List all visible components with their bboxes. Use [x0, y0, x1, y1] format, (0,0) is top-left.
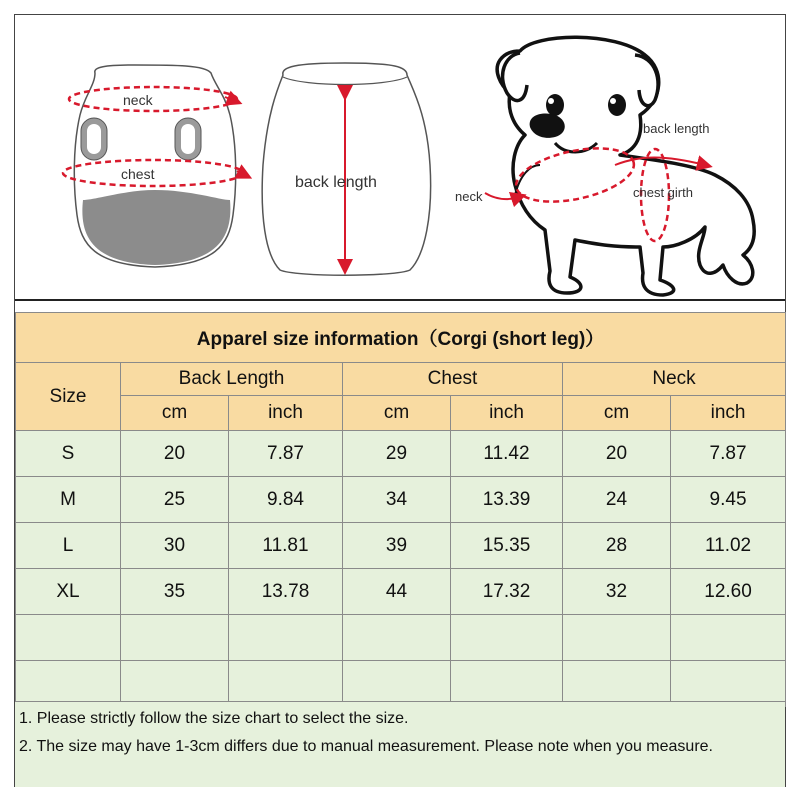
unit-header: cm: [563, 396, 671, 431]
table-row: [16, 431, 786, 477]
size-cell: XL: [16, 569, 121, 615]
value-cell: 25: [121, 477, 229, 523]
garment-side-view: [262, 63, 430, 275]
unit-header: inch: [451, 396, 563, 431]
value-cell: 39: [343, 523, 451, 569]
value-cell: 20: [563, 431, 671, 477]
neck-label: neck: [123, 92, 153, 108]
note-1: 1. Please strictly follow the size chart to select the size.: [19, 710, 409, 727]
table-row: [16, 569, 786, 615]
value-cell: 11.02: [671, 523, 786, 569]
size-cell: L: [16, 523, 121, 569]
back-length-header: Back Length: [121, 363, 343, 396]
empty-row: [16, 615, 786, 661]
value-cell: 35: [121, 569, 229, 615]
table-row: [16, 477, 786, 523]
size-cell: S: [16, 431, 121, 477]
measurement-diagrams: [15, 15, 785, 301]
value-cell: 34: [343, 477, 451, 523]
value-cell: 17.32: [451, 569, 563, 615]
value-cell: 24: [563, 477, 671, 523]
size-table: [15, 312, 786, 707]
value-cell: 44: [343, 569, 451, 615]
unit-header: inch: [229, 396, 343, 431]
value-cell: 13.78: [229, 569, 343, 615]
value-cell: 7.87: [229, 431, 343, 477]
value-cell: 9.45: [671, 477, 786, 523]
value-cell: 9.84: [229, 477, 343, 523]
note-2: 2. The size may have 1-3cm differs due to manual measurement. Please note when you measure.: [19, 738, 713, 755]
value-cell: 32: [563, 569, 671, 615]
neck-header: Neck: [563, 363, 786, 396]
garment-back-view: [63, 65, 245, 267]
value-cell: 12.60: [671, 569, 786, 615]
value-cell: 7.87: [671, 431, 786, 477]
value-cell: 11.81: [229, 523, 343, 569]
value-cell: 30: [121, 523, 229, 569]
unit-header: inch: [671, 396, 786, 431]
size-chart-page: [14, 14, 786, 787]
notes-section: [15, 701, 785, 787]
empty-row: [16, 661, 786, 707]
dog-back-length-label: back length: [643, 121, 710, 136]
dog-illustration: [455, 37, 754, 295]
table-row: [16, 523, 786, 569]
unit-header: cm: [343, 396, 451, 431]
value-cell: 15.35: [451, 523, 563, 569]
size-header: Size: [16, 363, 121, 431]
unit-header: cm: [121, 396, 229, 431]
back-length-label: back length: [295, 174, 377, 191]
size-cell: M: [16, 477, 121, 523]
dog-neck-label: neck: [455, 189, 483, 204]
value-cell: 11.42: [451, 431, 563, 477]
diagram-svg: [15, 15, 785, 301]
dog-chest-girth-label: chest girth: [633, 185, 693, 200]
value-cell: 28: [563, 523, 671, 569]
value-cell: 29: [343, 431, 451, 477]
chest-header: Chest: [343, 363, 563, 396]
separator-line: [15, 299, 785, 301]
chest-label: chest: [121, 166, 155, 182]
value-cell: 13.39: [451, 477, 563, 523]
value-cell: 20: [121, 431, 229, 477]
table-title: Apparel size information（Corgi (short leg)）: [16, 313, 786, 363]
